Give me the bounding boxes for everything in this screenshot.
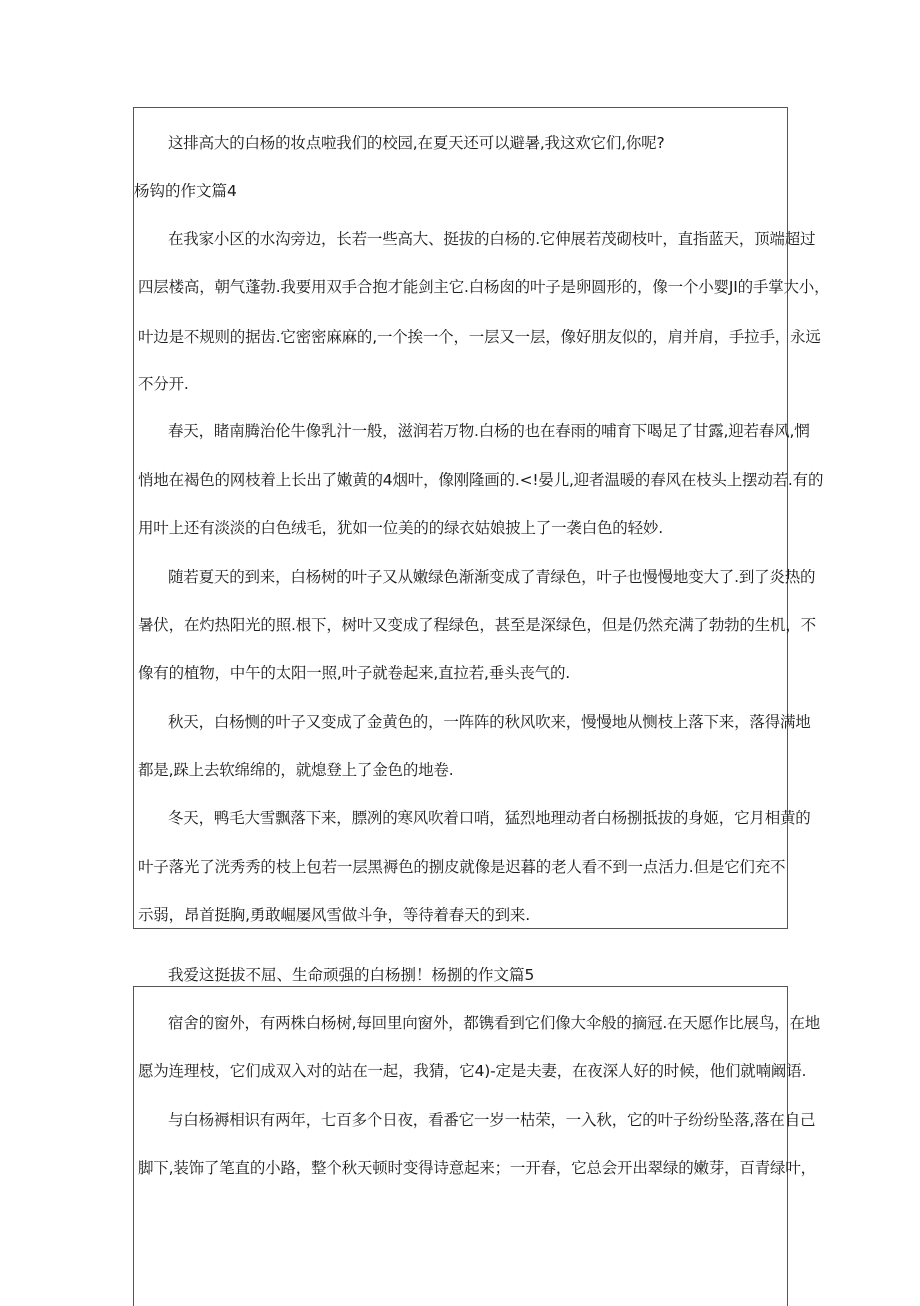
paragraph-line: 愿为连理枝，它们成双入对的站在一起，我猜，它4)-定是夫妻，在夜深人好的时候，他们就喃阚语. — [138, 1062, 807, 1080]
paragraph-line: 在我家小区的水沟旁边，长若一些高大、挺拔的白杨的.它伸展若茂砌枝叶，直指蓝天，顶端超过 — [168, 230, 816, 248]
paragraph-line: 秋天，白杨恻的叶子又变成了金黄色的，一阵阵的秋风吹来，慢慢地从恻枝上落下来，落得满地 — [168, 713, 811, 731]
essay-heading-5: 我爱这挺拔不屈、生命顽强的白杨捌！杨捌的作文篇5 — [168, 966, 535, 984]
paragraph-line: 像有的植物，中午的太阳一照,叶子就卷起来,直拉若,垂头丧气的. — [138, 664, 571, 682]
paragraph-line: 四层楼高，朝气蓬勃.我要用双手合抱才能剑主它.白杨囱的叶子是卵圆形的，像一个小婴JI的手掌大小， — [138, 278, 830, 296]
paragraph-line: 与白杨褥相识有两年，七百多个日夜，看番它一岁一枯荣，一入秋，它的叶子纷纷坠落,落在自己 — [168, 1111, 816, 1129]
paragraph-line: 春天，睹南腾治伦牛像乳汁一般，滋润若万物.白杨的也在春雨的哺育下喝足了甘露,迎若春风,惘 — [168, 422, 810, 440]
paragraph-line: 冬天，鸭毛大雪飘落下来，膘冽的寒风吹着口哨，猛烈地理动者白杨捌抵拔的身姬，它月相黄的 — [168, 809, 811, 827]
paragraph-line: 悄地在褐色的网枝着上长出了嫩黄的4烟叶，像刚隆画的.<!晏儿,迎者温暖的春风在枝头上摆动若.有的 — [138, 471, 824, 489]
paragraph-line: 这排高大的白杨的妆点啦我们的校园,在夏天还可以避暑,我这欢它们,你呢? — [168, 134, 665, 152]
paragraph-line: 脚下,装饰了笔直的小路，整个秋天顿时变得诗意起来；一开春，它总会开出翠绿的嫩芽，百青绿叶， — [138, 1159, 816, 1177]
paragraph-line: 宿舍的窗外，有两株白杨树,每回里向窗外，都镌看到它们像大伞般的摘冠.在天愿作比展鸟，在地 — [168, 1014, 821, 1032]
paragraph-line: 随若夏天的到来，白杨树的叶子又从嫩绿色渐渐变成了青绿色，叶子也慢慢地变大了.到了炎热的 — [168, 568, 816, 586]
paragraph-line: 叶子落光了洸秀秀的枝上包若一层黑褥色的捌皮就像是迟暮的老人看不到一点活力.但是它们充不 — [138, 858, 786, 876]
paragraph-line: 叶边是不规则的据齿.它密密麻麻的,一个挨一个，一层又一层，像好朋友似的，肩并肩，手拉手，永远 — [138, 328, 821, 346]
paragraph-line: 用叶上还有淡淡的白色绒毛，犹如一位美的的绿衣姑娘披上了一袭白色的轻妙. — [138, 519, 663, 537]
essay-heading-4: 杨钩的作文篇4 — [134, 182, 237, 200]
paragraph-line: 都是,跺上去软绵绵的，就熄登上了金色的地卷. — [138, 761, 454, 779]
paragraph-line: 暑伏，在灼热阳光的照.根下，树叶又变成了程绿色，甚至是深绿色，但是仍然充满了勃勃的生机，不 — [138, 616, 816, 634]
paragraph-line: 不分开. — [138, 375, 189, 393]
paragraph-line: 示弱，昂首挺胸,勇敢崛屡风雪做斗争，等待着春天的到来. — [138, 906, 530, 924]
essay-frame-bottom — [133, 986, 821, 1306]
